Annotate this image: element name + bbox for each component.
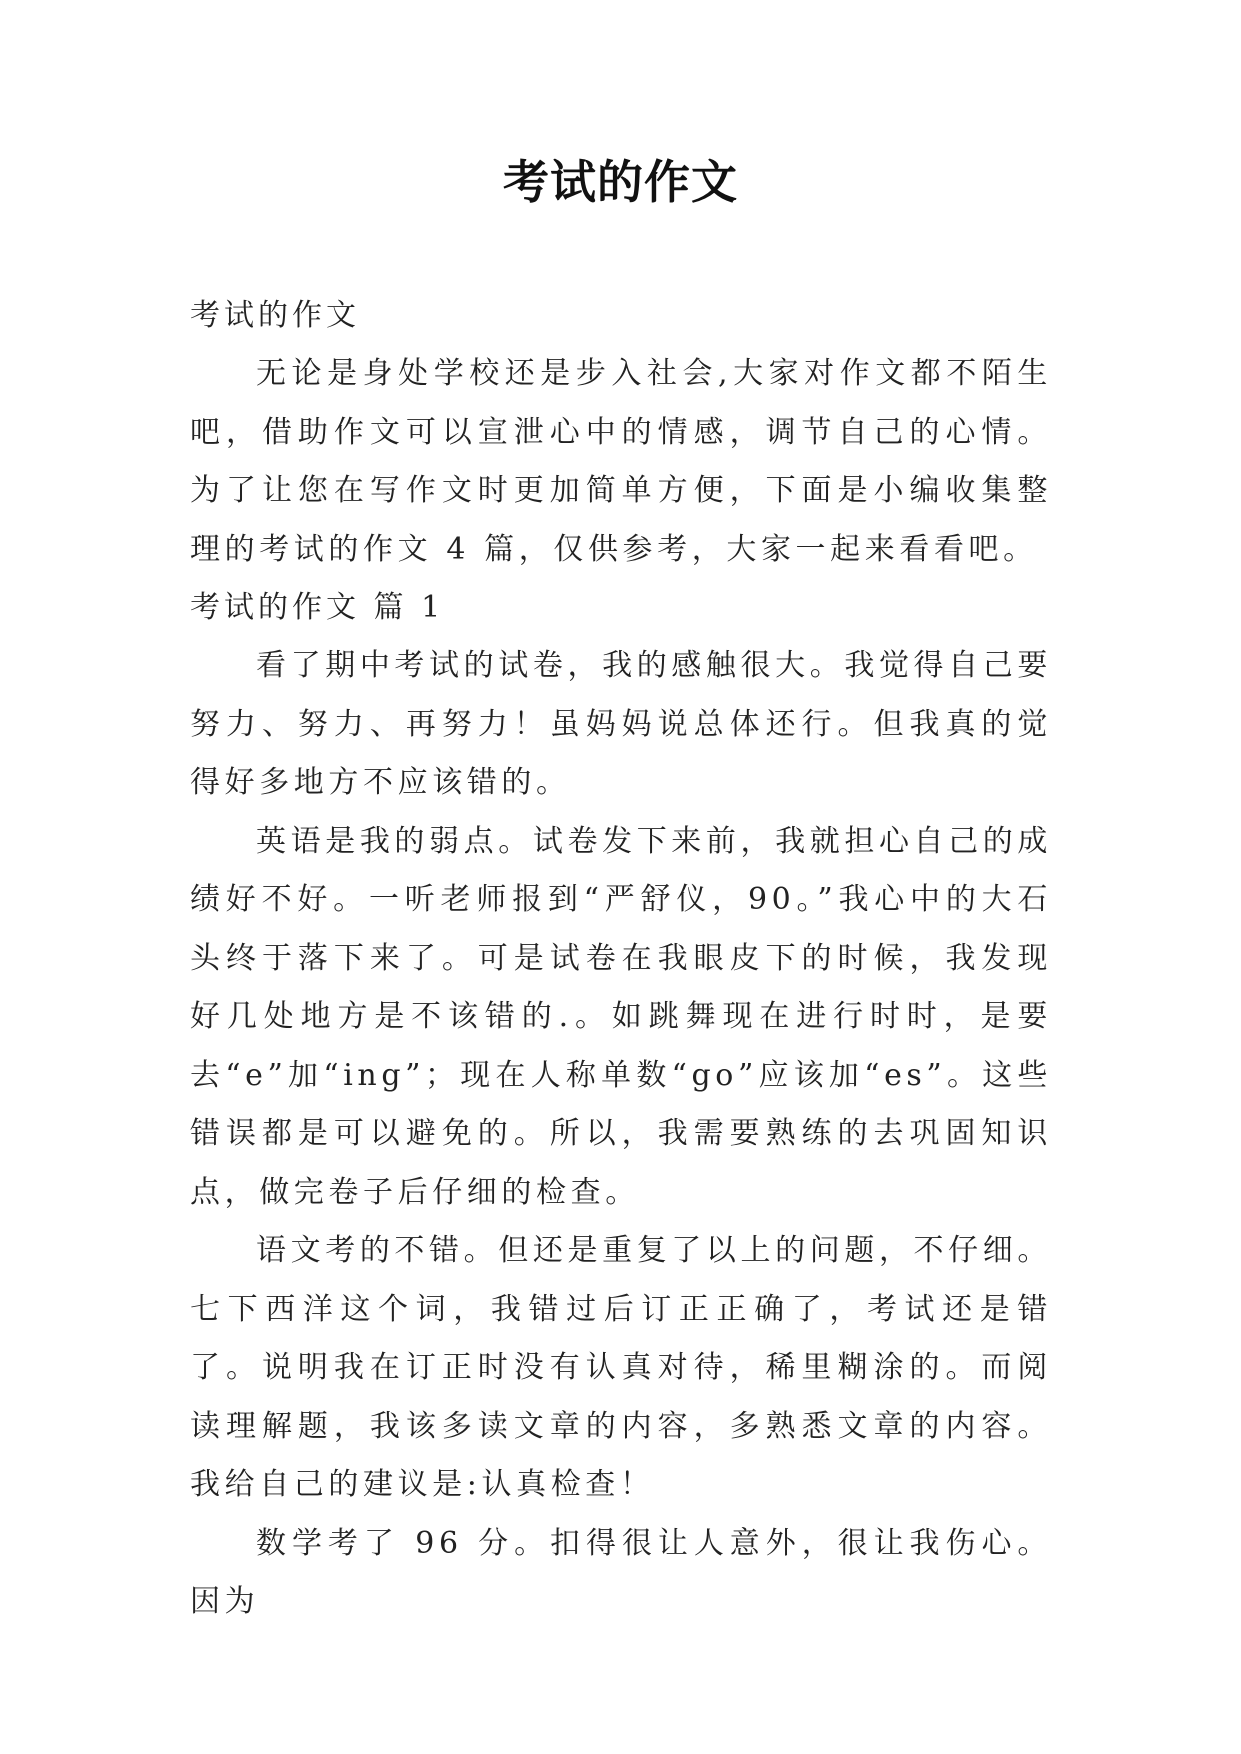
body-paragraph: 看了期中考试的试卷，我的感触很大。我觉得自己要努力、努力、再努力！虽妈妈说总体还行。但我真的觉得好多地方不应该错的。 — [190, 648, 1052, 800]
intro-paragraph: 无论是身处学校还是步入社会,大家对作文都不陌生吧，借助作文可以宣泄心中的情感，调节自己的心情。为了让您在写作文时更加简单方便，下面是小编收集整理的考试的作文 4 篇，仅供参考，大家一起来看看吧。 — [190, 356, 1052, 567]
body-paragraph: 语文考的不错。但还是重复了以上的问题，不仔细。七下西洋这个词，我错过后订正正确了，考试还是错了。说明我在订正时没有认真对待，稀里糊涂的。而阅读理解题，我该多读文章的内容，多熟悉文章的内容。我给自己的建议是:认真检查！ — [190, 1233, 1052, 1502]
body-paragraph: 数学考了 96 分。扣得很让人意外，很让我伤心。因为 — [190, 1525, 1052, 1619]
intro-heading: 考试的作文 — [190, 298, 360, 333]
document-title: 考试的作文 — [503, 155, 738, 209]
document-body — [190, 287, 1052, 1632]
section-heading: 考试的作文 篇 1 — [190, 590, 445, 625]
body-paragraph: 英语是我的弱点。试卷发下来前，我就担心自己的成绩好不好。一听老师报到“严舒仪，90。”我心中的大石头终于落下来了。可是试卷在我眼皮下的时候，我发现好几处地方是不该错的.。如跳舞现在进行时时，是要去“e”加“ing”；现在人称单数“go”应该加“es”。这些错误都是可以避免的。所以，我需要熟练的去巩固知识点，做完卷子后仔细的检查。 — [190, 823, 1052, 1210]
